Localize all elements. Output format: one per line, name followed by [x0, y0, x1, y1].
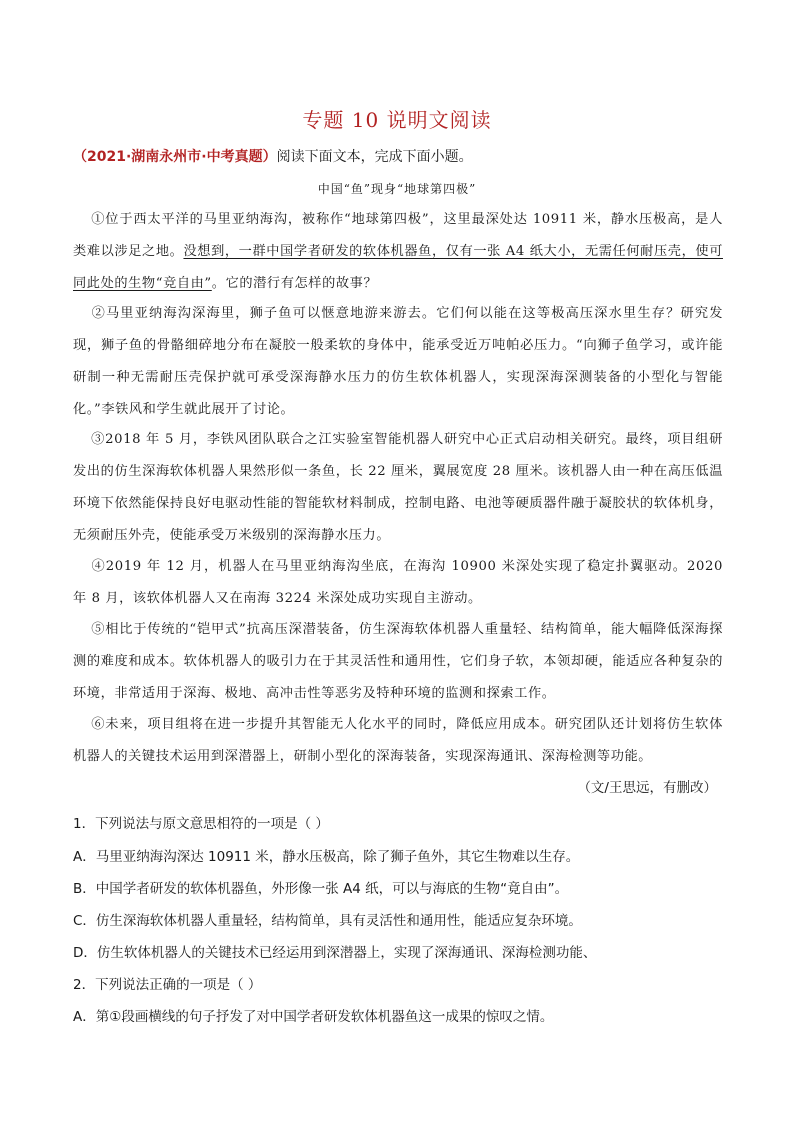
page-title: 专题 10 说明文阅读 [302, 108, 492, 132]
instruction-text: 阅读下面文本，完成下面小题。 [276, 149, 473, 165]
paragraph-2 [73, 298, 723, 426]
question-1-option-a: A．马里亚纳海沟深达 10911 米，静水压极高，除了狮子鱼外，其它生物难以生存。 [73, 849, 580, 865]
paragraph-5-text: ⑤相比于传统的“铠甲式”抗高压深潜装备，仿生深海软体机器人重量轻、结构简单，能大幅降低深海探测的难度和成本。软体机器人的吸引力在于其灵活性和通用性，它们身子软，本领却硬，能适应各种复杂的环境，非常适用于深海、极地、高冲击性等恶劣及特种环境的监测和探索工作。 [73, 622, 723, 701]
question-1-option-d: D．仿生软体机器人的关键技术已经运用到深潜器上，实现了深海通讯、深海检测功能、 [73, 945, 597, 961]
question-1: 1．下列说法与原文意思相符的一项是（ ） [73, 816, 329, 832]
paragraph-5 [73, 614, 723, 710]
question-1-option-b: B．中国学者研发的软体机器鱼，外形像一张 A4 纸，可以与海底的生物“竟自由”。 [73, 881, 569, 897]
paragraph-4 [73, 551, 723, 615]
paragraph-2-text: ②马里亚纳海沟深海里，狮子鱼可以惬意地游来游去。它们何以能在这等极高压深水里生存？研究发现，狮子鱼的骨骼细碎地分布在凝胶一般柔软的身体中，能承受近万吨帕必压力。“向狮子鱼学习，或许能研制一种无需耐压壳保护就可承受深海静水压力的仿生软体机器人，实现深海深测装备的小型化与智能化。”李铁风和学生就此展开了讨论。 [73, 306, 723, 417]
paragraph-6-text: ⑥未来，项目组将在进一步提升其智能无人化水平的同时，降低应用成本。研究团队还计划将仿生软体机器人的关键技术运用到深潜器上，研制小型化的深海装备，实现深海通讯、深海检测等功能。 [73, 717, 723, 764]
paragraph-3-text: ③2018 年 5 月，李铁风团队联合之江实验室智能机器人研究中心正式启动相关研究。最终，项目组研发出的仿生深海软体机器人果然形似一条鱼，长 22 厘米，翼展宽度 28 厘米。该机器人由一种在高压低温环境下依然能保持良好电驱动性能的智能软材料制成，控制电路、电池等硬质器件融于凝胶状的软体机身，无须耐压外壳，使能承受万米级别的深海静水压力。 [73, 432, 723, 543]
question-2-option-a: A．第①段画横线的句子抒发了对中国学者研发软体机器鱼这一成果的惊叹之情。 [73, 1009, 554, 1025]
paragraph-1-end: 。它的潜行有怎样的故事？ [211, 276, 378, 291]
article-title: 中国“鱼”现身“地球第四极” [317, 182, 477, 196]
article-attribution: （文/王思远，有删改） [577, 780, 717, 796]
paragraph-4-text: ④2019 年 12 月，机器人在马里亚纳海沟坐底，在海沟 10900 米深处实现了稳定扑翼驱动。2020 年 8 月，该软体机器人又在南海 3224 米深处成功实现自主游动。 [73, 559, 723, 606]
paragraph-1-intro: ①位于西太平洋的马里亚纳海沟，被称作“地球第四极”，这里最深处达 10911 米，静水压极高，是人类难以涉足之地。 [73, 212, 723, 259]
paragraph-6 [73, 709, 723, 773]
source-line [73, 146, 473, 166]
question-2: 2．下列说法正确的一项是（ ） [73, 977, 262, 993]
question-1-option-c: C．仿生深海软体机器人重量轻，结构简单，具有灵活性和通用性，能适应复杂环境。 [73, 913, 582, 929]
paragraph-3 [73, 424, 723, 552]
paragraph-1 [73, 204, 723, 300]
underlined-sentence: 没想到，一群中国学者研发的软体机器鱼，仅有一张 A4 纸大小，无需任何耐压壳，使可同此处的生物“竞自由” [73, 244, 723, 291]
exam-source-tag: （2021·湖南永州市·中考真题） [73, 149, 277, 165]
